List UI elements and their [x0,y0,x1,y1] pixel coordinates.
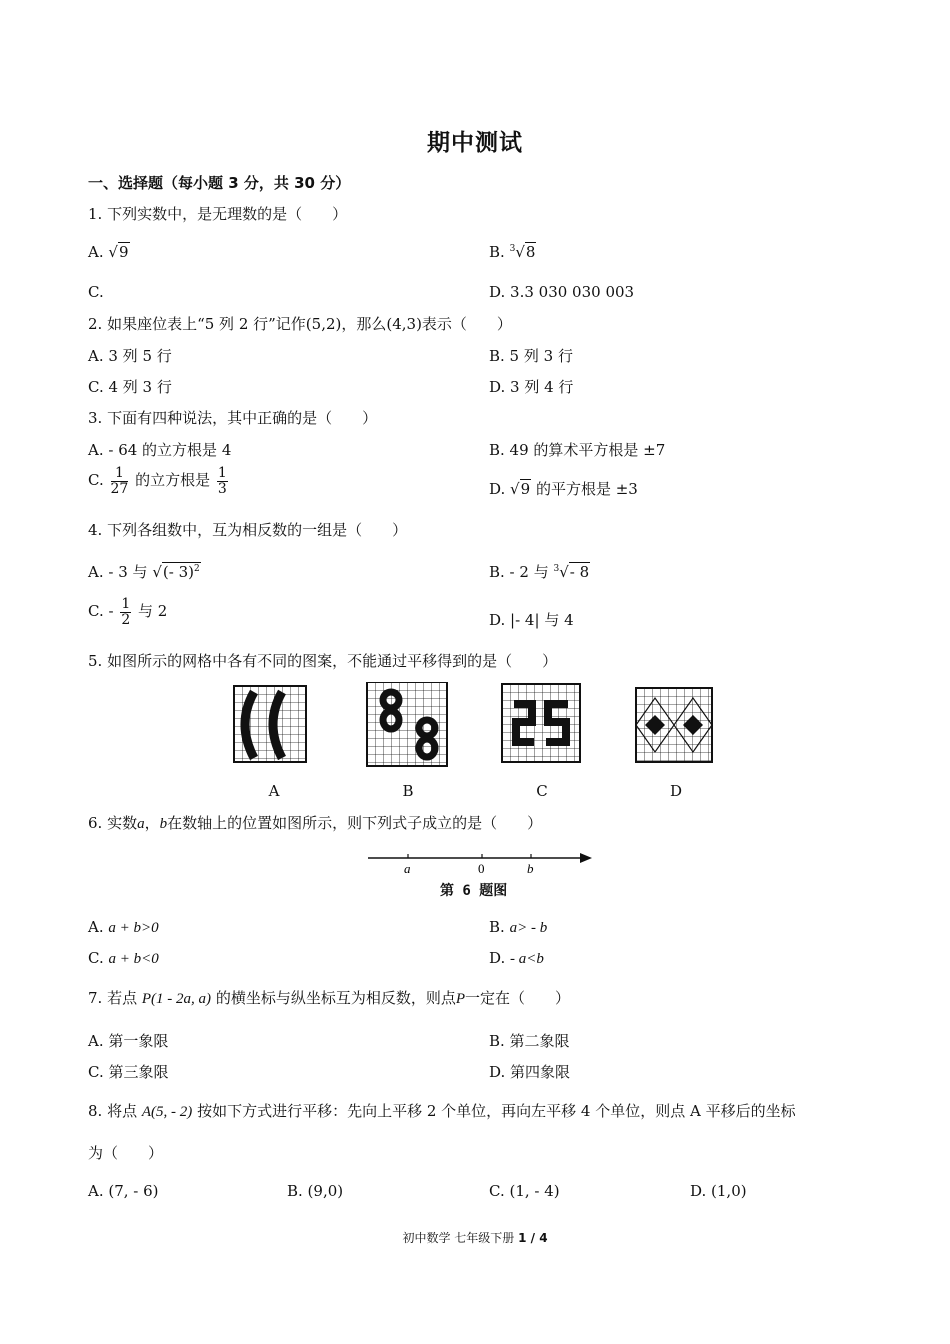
question-6-option-d [489,949,544,968]
page-footer [0,1229,950,1246]
figure-label-a: A [268,782,280,800]
point-p: P [455,991,465,1007]
radicand-base: (- 3) [162,563,194,581]
option-label: D. [489,480,506,498]
radicand: - 8 [569,563,590,581]
figure-c-grid [502,684,580,762]
question-4-option-c [88,597,167,627]
question-4-option-b [489,561,590,582]
tick-label-zero: 0 [478,861,485,876]
question-2-option-b: B. 5 列 3 行 [489,347,573,365]
option-expr: - a<b [510,951,544,967]
question-7-option-b: B. 第二象限 [489,1032,570,1050]
question-8-option-a: A. (7, - 6) [88,1182,159,1200]
question-8-option-b: B. (9,0) [287,1182,344,1200]
option-label: B. [489,243,505,261]
option-expr: a + b>0 [108,920,159,936]
stem-text: ， [144,814,160,832]
option-expr: a + b<0 [108,951,159,967]
figure-label-d: D [669,782,683,800]
question-3-option-d [489,478,638,499]
option-label: A. [88,243,104,261]
cbrt-symbol: √ [559,563,569,581]
root-index: 3 [509,244,516,254]
numerator: 1 [111,466,129,482]
question-1-stem: 1. 下列实数中，是无理数的是（ ） [88,205,348,223]
question-2-option-c: C. 4 列 3 行 [88,378,172,396]
point-expr: A(5, - 2) [141,1104,193,1120]
variable-b: b [159,816,168,832]
number-line-arrow [580,853,592,863]
number-line [362,846,598,878]
question-6-stem [88,812,542,833]
page-title: 期中测试 [427,130,523,156]
stem-text: 在数轴上的位置如图所示，则下列式子成立的是（ ） [167,814,543,832]
figure-label-b: B [402,782,414,800]
point-expr: P(1 - 2a, a) [141,991,212,1007]
question-8-stem [88,1100,796,1121]
question-1-option-c: C. [88,283,104,301]
question-6-option-a [88,918,159,937]
question-1-option-b [489,243,536,261]
option-label: D. [489,949,506,967]
fraction [111,466,129,496]
stem-text: 按如下方式进行平移：先向上平移 2 个单位，再向左平移 4 个单位，则点 A 平移后的坐标 [197,1102,796,1120]
question-8-option-d: D. (1,0) [690,1182,747,1200]
denominator: 3 [217,480,227,497]
figure-label-c: C [536,782,548,800]
stem-text: 6. 实数 [88,814,138,832]
variable-a: a [137,816,145,832]
footer-text: 初中数学 七年级下册 [402,1231,515,1245]
radicand [162,562,201,581]
question-7-stem [88,987,570,1008]
question-4-option-d [489,609,574,630]
sqrt-symbol: √ [108,243,118,261]
denominator: 2 [121,611,131,628]
fraction [217,466,228,496]
option-expr: a> - b [509,920,548,936]
question-6-option-b [489,918,547,937]
numerator: 1 [217,465,227,481]
question-3-stem: 3. 下面有四种说法，其中正确的是（ ） [88,409,378,427]
question-3-option-b: B. 49 的算术平方根是 ±7 [489,441,666,459]
radicand: 9 [520,480,531,498]
sqrt-symbol: √ [510,480,520,498]
root-index: 3 [553,564,560,574]
option-text: B. - 2 与 [489,563,549,581]
option-text: 的立方根是 [135,471,211,490]
option-text: 与 4 [544,611,574,629]
tick-label-a: a [404,861,411,876]
option-text: A. - 3 与 [88,563,148,581]
option-label: C. [88,949,104,967]
page-number: 1 / 4 [518,1231,548,1245]
option-label: D. [489,611,506,629]
question-4-stem: 4. 下列各组数中，互为相反数的一组是（ ） [88,521,408,539]
denominator: 27 [110,480,129,497]
option-text: C. - [88,602,114,621]
option-text: 的平方根是 ±3 [535,480,638,498]
tick-label-b: b [527,861,534,876]
radicand: 8 [525,243,536,261]
option-text: 与 2 [138,602,168,621]
question-7-option-c: C. 第三象限 [88,1063,169,1081]
radicand: 9 [118,243,129,261]
question-1-option-d: D. 3.3 030 030 003 [489,283,635,301]
figure-a-grid [234,686,306,762]
stem-text: 8. 将点 [88,1102,138,1120]
question-3-option-a: A. - 64 的立方根是 4 [88,441,232,459]
question-2-stem: 2. 如果座位表上“5 列 2 行”记作(5,2)，那么(4,3)表示（ ） [88,315,512,333]
question-1-option-a [88,243,130,261]
option-label: A. [88,918,104,936]
question-7-option-a: A. 第一象限 [88,1032,169,1050]
option-label: C. [88,471,104,490]
question-4-option-a [88,561,201,582]
exponent: 2 [193,564,200,574]
stem-text: 7. 若点 [88,989,138,1007]
question-6-option-c [88,949,159,968]
question-8-stem-line2: 为（ ） [88,1144,164,1162]
cbrt-symbol: √ [515,243,525,261]
sqrt-symbol: √ [152,563,162,581]
question-8-option-c: C. (1, - 4) [489,1182,560,1200]
question-2-option-a: A. 3 列 5 行 [88,347,172,365]
option-label: B. [489,918,505,936]
question-2-option-d: D. 3 列 4 行 [489,378,574,396]
figure-d-grid [636,688,712,762]
absolute-value: |- 4| [510,611,540,629]
stem-text: 一定在（ ） [465,989,571,1007]
stem-text: 的横坐标与纵坐标互为相反数，则点 [215,989,456,1007]
figure-caption: 第 6 题图 [440,883,508,899]
numerator: 1 [121,596,131,612]
question-7-option-d: D. 第四象限 [489,1063,571,1081]
grid-pattern-figures [230,682,720,770]
section-heading: 一、选择题（每小题 3 分，共 30 分） [88,174,351,192]
question-3-option-c [88,466,230,496]
figure-b-grid [367,682,447,766]
question-5-stem: 5. 如图所示的网格中各有不同的图案，不能通过平移得到的是（ ） [88,652,558,670]
fraction [120,597,131,627]
